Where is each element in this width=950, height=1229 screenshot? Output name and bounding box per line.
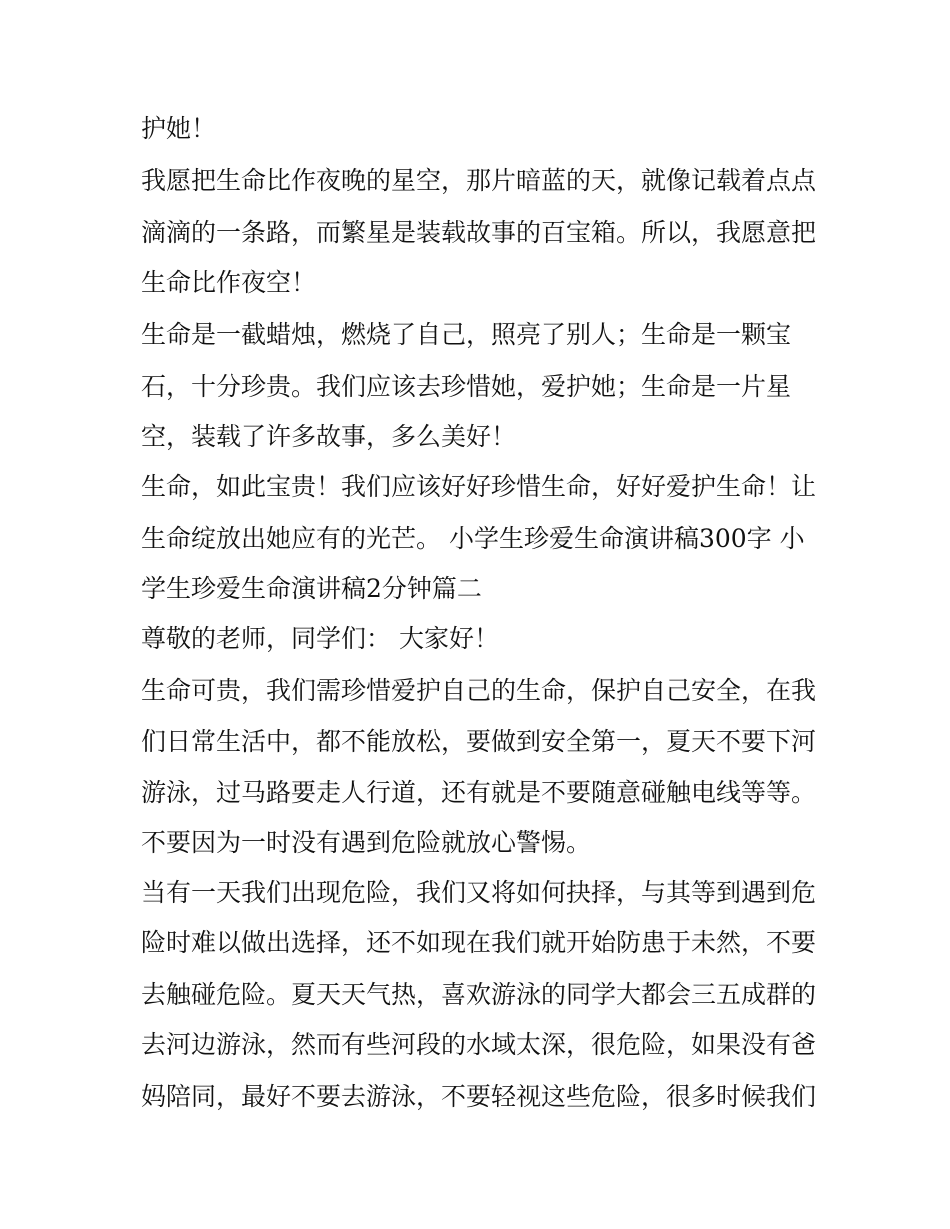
text-line: 尊敬的老师，同学们： 大家好！: [141, 624, 499, 653]
text-line: 去河边游泳，然而有些河段的水域太深，很危险，如果没有爸: [141, 1030, 817, 1059]
text-line: 去触碰危险。夏天天气热，喜欢游泳的同学大都会三五成群的: [141, 980, 817, 1009]
text-line: 护她！: [141, 114, 217, 143]
text-line: 不要因为一时没有遇到危险就放心警惕。: [141, 828, 592, 857]
text-line: 妈陪同，最好不要去游泳，不要轻视这些危险，很多时候我们: [141, 1082, 817, 1111]
text-line: 险时难以做出选择，还不如现在我们就开始防患于未然，不要: [141, 928, 817, 957]
text-line: 滴滴的一条路，而繁星是装载故事的百宝箱。所以，我愿意把: [141, 218, 817, 247]
text-line: 空，装载了许多故事，多么美好！: [141, 422, 517, 451]
text-line: 学生珍爱生命演讲稿2分钟篇二: [141, 574, 482, 603]
text-line: 生命可贵，我们需珍惜爱护自己的生命，保护自己安全，在我: [141, 676, 817, 705]
text-line: 游泳，过马路要走人行道，还有就是不要随意碰触电线等等。: [141, 778, 817, 807]
text-line: 生命绽放出她应有的光芒。 小学生珍爱生命演讲稿300字 小: [141, 524, 805, 553]
text-line: 们日常生活中，都不能放松，要做到安全第一，夏天不要下河: [141, 727, 817, 756]
text-line: 生命，如此宝贵！我们应该好好珍惜生命，好好爱护生命！让: [141, 472, 817, 501]
text-line: 当有一天我们出现危险，我们又将如何抉择，与其等到遇到危: [141, 878, 817, 907]
text-line: 生命比作夜空！: [141, 268, 317, 297]
text-line: 石，十分珍贵。我们应该去珍惜她，爱护她；生命是一片星: [141, 372, 792, 401]
text-line: 生命是一截蜡烛，燃烧了自己，照亮了别人；生命是一颗宝: [141, 320, 792, 349]
text-line: 我愿把生命比作夜晚的星空，那片暗蓝的天，就像记载着点点: [141, 166, 817, 195]
